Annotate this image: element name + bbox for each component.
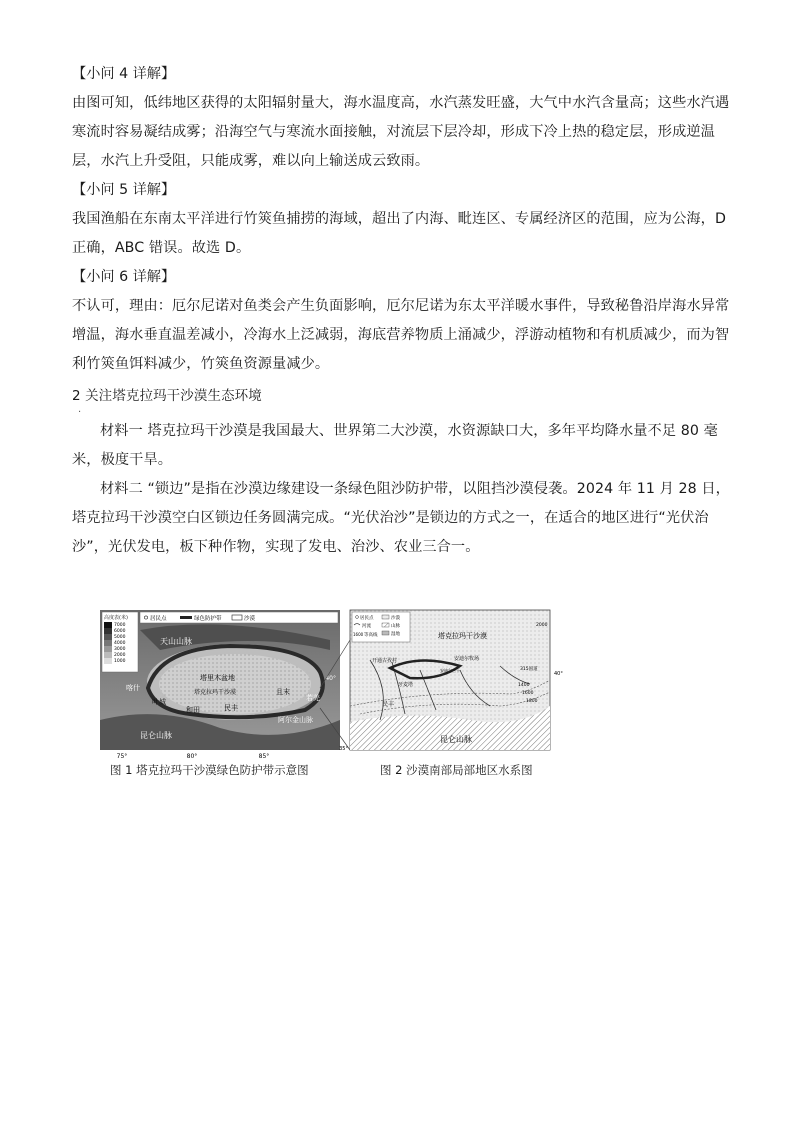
fig2-legend-river: 河流 bbox=[362, 624, 371, 629]
material-1-line-2: 米，极度干旱。 bbox=[72, 452, 173, 468]
lon-80-label: 80° bbox=[186, 753, 198, 760]
section-5-line-2: 正确，ABC 错误。故选 D。 bbox=[72, 240, 251, 256]
elev-4000: 4000 bbox=[114, 641, 126, 646]
ruoqiang-label: 若羌 bbox=[306, 694, 320, 702]
section-4-heading: 【小问 4 详解】 bbox=[72, 66, 176, 82]
stray-dot: · bbox=[78, 407, 82, 418]
tianshan-label: 天山山脉 bbox=[160, 637, 192, 646]
material-2-line-1: 材料二 “锁边”是指在沙漠边缘建设一条绿色阻沙防护带，以阻挡沙漠侵袭。2024 年 11 月 28 日， bbox=[100, 481, 730, 497]
yecheng-label: 叶城 bbox=[152, 698, 166, 706]
c1600-label: 1600 bbox=[522, 691, 534, 696]
c1800-label: 1800 bbox=[526, 699, 538, 704]
altun-label: 阿尔金山脉 bbox=[278, 716, 313, 724]
elev-5000: 5000 bbox=[114, 635, 126, 640]
elev-6000: 6000 bbox=[114, 629, 126, 634]
section-4-line-3: 层，水汽上升受阻，只能成雾，难以向上输送成云致雨。 bbox=[72, 153, 430, 169]
kaitong-label: 开通古孜村 bbox=[372, 658, 398, 664]
yamata-label: 牙麦塔 bbox=[398, 682, 414, 688]
fig2-legend-contour: 等高线 bbox=[364, 633, 378, 638]
material-2-line-3: 沙”，光伏发电，板下种作物，实现了发电、治沙、农业三合一。 bbox=[72, 539, 480, 555]
settlement-legend-icon-2 bbox=[356, 616, 359, 619]
section-6-line-2: 增温，海水垂直温差减小，冷海水上泛减弱，海底营养物质上涌减少，浮游动植物和有机质减少，而为智 bbox=[72, 327, 730, 343]
kashgar-label: 喀什 bbox=[126, 684, 140, 692]
fig2-legend-contour-sample: 1600 bbox=[353, 632, 364, 637]
material-1-line-1: 材料一 塔克拉玛干沙漠是我国最大、世界第二大沙漠，水资源缺口大，多年平均降水量不足 80 毫 bbox=[100, 423, 718, 439]
kunlun-label: 昆仑山脉 bbox=[140, 731, 172, 740]
figures bbox=[100, 610, 700, 785]
c1400-label: 1400 bbox=[518, 683, 530, 688]
elev-3000: 3000 bbox=[114, 647, 126, 652]
document-page bbox=[72, 60, 730, 562]
material-2-line-2: 塔克拉玛干沙漠空白区锁边任务圆满完成。“光伏治沙”是锁边的方式之一，在适合的地区进行“光伏治 bbox=[72, 510, 709, 526]
legend-settlement: 居民点 bbox=[150, 616, 167, 622]
lat-40-label: 40° bbox=[325, 675, 336, 682]
desert-label: 塔克拉玛干沙漠 bbox=[194, 689, 237, 696]
fig2-lat35-label: 35° bbox=[339, 746, 348, 752]
elev-2000: 2000 bbox=[114, 653, 126, 658]
elev-7000: 7000 bbox=[114, 623, 126, 628]
question-2-title: 2 关注塔克拉玛干沙漠生态环境 bbox=[72, 388, 262, 404]
fig2-legend-settlement: 居民点 bbox=[360, 616, 374, 621]
hotan-label: 和田 bbox=[186, 706, 200, 714]
section-6-line-3: 利竹筴鱼饵料减少，竹筴鱼资源量减少。 bbox=[72, 356, 330, 372]
basin-label: 塔里木盆地 bbox=[200, 674, 235, 682]
fig2-minfeng-label: 民丰 bbox=[382, 701, 395, 708]
anying-label: 安迪尔兰干 bbox=[440, 668, 460, 673]
minfeng-label: 民丰 bbox=[224, 704, 238, 712]
settlement-legend-icon bbox=[144, 616, 147, 619]
section-5-heading: 【小问 5 详解】 bbox=[72, 182, 176, 198]
highway-label: 315国道 bbox=[520, 667, 538, 672]
figure-1-caption: 图 1 塔克拉玛干沙漠绿色防护带示意图 bbox=[110, 763, 309, 777]
legend-green-belt: 绿色防护带 bbox=[194, 616, 222, 622]
andier-label: 安迪尔牧场 bbox=[454, 656, 480, 662]
figure-2-caption: 图 2 沙漠南部局部地区水系图 bbox=[380, 763, 533, 777]
elev-1000: 1000 bbox=[114, 659, 126, 664]
fig2-lat40-label: 40° bbox=[554, 671, 563, 677]
lon-75-label: 75° bbox=[116, 753, 128, 760]
fig2-legend-desert: 沙漠 bbox=[391, 616, 400, 621]
qiemo-label: 且末 bbox=[276, 688, 290, 696]
legend-desert: 沙漠 bbox=[244, 616, 256, 622]
lon-85-label: 85° bbox=[258, 753, 270, 760]
figure-2-map bbox=[339, 610, 563, 760]
fig2-legend-mountain: 山脉 bbox=[391, 624, 400, 629]
section-4-line-2: 寒流时容易凝结成雾；沿海空气与寒流水面接触，对流层下层冷却，形成下冷上热的稳定层，形成逆温 bbox=[72, 124, 715, 140]
fig2-desert-label: 塔克拉玛干沙漠 bbox=[438, 632, 487, 640]
section-4-line-1: 由图可知，低纬地区获得的太阳辐射量大，海水温度高，水汽蒸发旺盛，大气中水汽含量高；这些水汽遇 bbox=[72, 95, 730, 111]
fig2-kunlun-label: 昆仑山脉 bbox=[440, 735, 472, 744]
section-5-line-1: 我国渔船在东南太平洋进行竹筴鱼捕捞的海域，超出了内海、毗连区、专属经济区的范围，应为公海，D bbox=[72, 211, 726, 227]
elevation-legend-title: 高度表(米) bbox=[104, 615, 128, 621]
section-6-line-1: 不认可，理由：厄尔尼诺对鱼类会产生负面影响，厄尔尼诺为东太平洋暖水事件，导致秘鲁沿岸海水异常 bbox=[72, 298, 730, 314]
c2000-label: 2000 bbox=[536, 623, 548, 628]
fig2-legend-wetland: 湿地 bbox=[391, 632, 400, 637]
section-6-heading: 【小问 6 详解】 bbox=[72, 269, 176, 285]
